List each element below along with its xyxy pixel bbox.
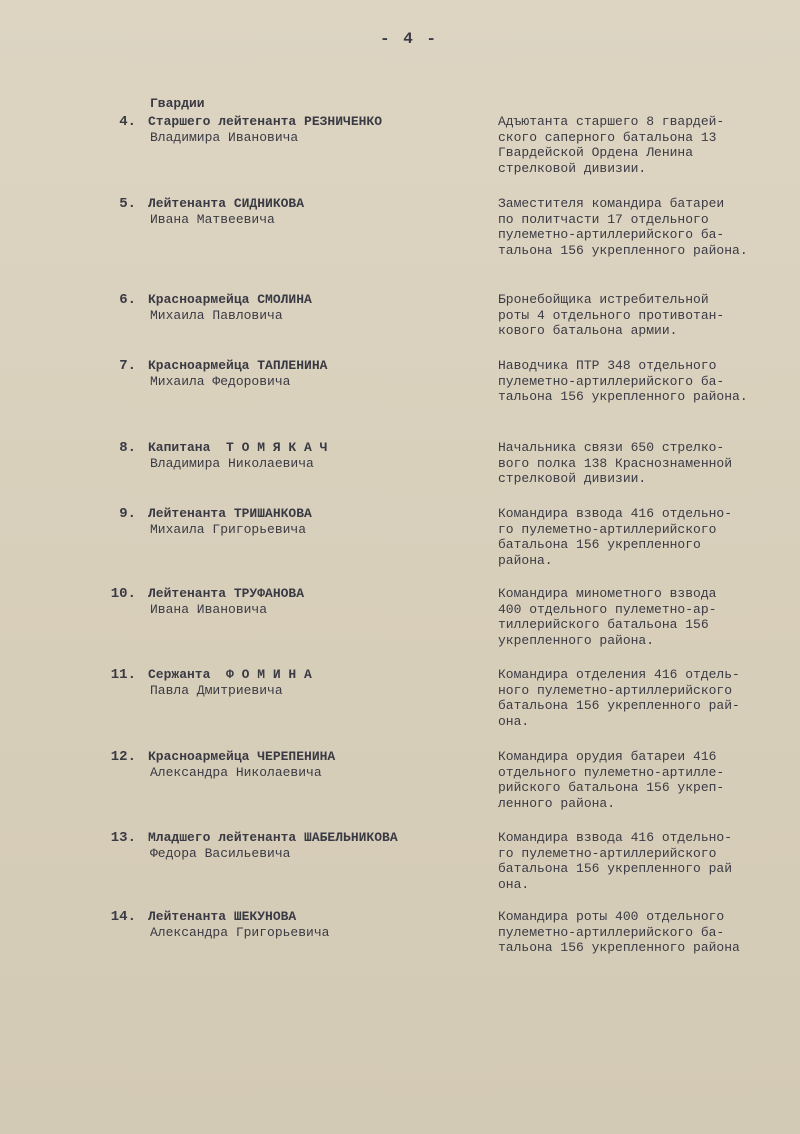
person-name (148, 506, 478, 538)
position-description (498, 909, 798, 956)
position-line: тальона 156 укрепленного района (498, 940, 740, 955)
position-description (498, 749, 798, 811)
position-line: рийского батальона 156 укреп- (498, 780, 725, 795)
position-line: отдельного пулеметно-артилле- (498, 764, 725, 780)
position-line: пулеметно-артиллерийского ба- (498, 373, 725, 389)
person-name (148, 114, 478, 146)
position-line: Начальника связи 650 стрелко- (498, 440, 725, 455)
person-name (148, 196, 478, 228)
page-number: - 4 - (380, 30, 439, 48)
position-line: роты 4 отдельного противотан- (498, 307, 725, 323)
given-name-patronymic: Александра Николаевича (150, 765, 322, 780)
position-line: стрелковой дивизии. (498, 471, 647, 486)
position-description (498, 114, 798, 176)
given-name-patronymic: Владимира Николаевича (150, 456, 314, 471)
position-line: Гвардейской Ордена Ленина (498, 145, 694, 160)
given-name-patronymic: Александра Григорьевича (150, 925, 330, 940)
rank-and-surname: Лейтенанта ТРИШАНКОВА (148, 506, 312, 521)
person-name (148, 440, 478, 472)
entry-number: 7. (119, 358, 136, 374)
person-name (148, 749, 478, 781)
position-line: Командира взвода 416 отдельно- (498, 506, 733, 521)
position-line: Командира отделения 416 отдель- (498, 667, 740, 682)
entry-number: 6. (119, 292, 136, 308)
position-line: Командира минометного взвода (498, 586, 717, 601)
given-name-patronymic: Ивана Матвеевича (150, 212, 275, 227)
person-name (148, 292, 478, 324)
given-name-patronymic: Владимира Ивановича (150, 130, 299, 145)
position-description (498, 586, 798, 648)
given-name-patronymic: Михаила Федоровича (150, 374, 291, 389)
person-name (148, 830, 478, 862)
position-line: батальона 156 укрепленного рай- (498, 698, 740, 713)
position-line: тальона 156 укрепленного района. (498, 242, 748, 258)
position-line: го пулеметно-артиллерийского (498, 521, 717, 537)
position-line: батальона 156 укрепленного рай (498, 861, 733, 876)
position-line: Командира роты 400 отдельного (498, 909, 725, 924)
entry-number: 9. (119, 506, 136, 522)
position-line: укрепленного района. (498, 632, 655, 648)
rank-and-surname: Лейтенанта СИДНИКОВА (148, 196, 305, 211)
position-line: стрелковой дивизии. (498, 160, 647, 176)
rank-and-surname: Капитана Т О М Я К А Ч (148, 440, 328, 455)
rank-prefix: Гвардии (150, 96, 205, 111)
rank-and-surname: Красноармейца СМОЛИНА (148, 292, 312, 307)
given-name-patronymic: Павла Дмитриевича (150, 683, 283, 698)
entry-number: 4. (119, 114, 136, 130)
position-line: ленного района. (498, 795, 616, 811)
position-line: она. (498, 876, 530, 892)
position-line: района. (498, 552, 553, 568)
position-line: кового батальона армии. (498, 323, 678, 338)
entry-number: 10. (110, 586, 136, 602)
rank-and-surname: Старшего лейтенанта РЕЗНИЧЕНКО (148, 114, 383, 129)
position-line: тиллерийского батальона 156 (498, 617, 709, 632)
rank-and-surname: Лейтенанта ТРУФАНОВА (148, 586, 305, 601)
rank-and-surname: Красноармейца ТАПЛЕНИНА (148, 358, 328, 373)
given-name-patronymic: Михаила Павловича (150, 308, 283, 323)
position-line: по политчасти 17 отдельного (498, 211, 709, 227)
position-description (498, 292, 798, 339)
entry-number: 14. (110, 909, 136, 925)
position-line: она. (498, 713, 530, 729)
entry-number: 8. (119, 440, 136, 456)
position-line: пулеметно-артиллерийского ба- (498, 924, 725, 940)
person-name (148, 909, 478, 941)
position-description (498, 830, 798, 892)
rank-and-surname: Младшего лейтенанта ШАБЕЛЬНИКОВА (148, 830, 398, 845)
position-line: го пулеметно-артиллерийского (498, 845, 717, 861)
position-description (498, 358, 798, 405)
rank-and-surname: Красноармейца ЧЕРЕПЕНИНА (148, 749, 336, 764)
position-line: ского саперного батальона 13 (498, 129, 717, 145)
position-line: Наводчика ПТР 348 отдельного (498, 358, 717, 373)
position-line: Бронебойщика истребительной (498, 292, 709, 307)
position-line: Заместителя командира батареи (498, 196, 725, 211)
position-line: тальона 156 укрепленного района. (498, 389, 748, 404)
person-name (148, 586, 478, 618)
position-line: Адъютанта старшего 8 гвардей- (498, 114, 725, 129)
position-line: вого полка 138 Краснознаменной (498, 455, 733, 471)
rank-and-surname: Сержанта Ф О М И Н А (148, 667, 312, 682)
position-line: пулеметно-артиллерийского ба- (498, 227, 725, 242)
position-line: Командира орудия батареи 416 (498, 749, 717, 764)
position-description (498, 506, 798, 568)
rank-and-surname: Лейтенанта ШЕКУНОВА (148, 909, 297, 924)
position-line: 400 отдельного пулеметно-ар- (498, 601, 717, 617)
given-name-patronymic: Михаила Григорьевича (150, 522, 307, 537)
position-line: батальона 156 укрепленного (498, 537, 701, 552)
entry-number: 11. (110, 667, 136, 683)
position-description (498, 667, 798, 729)
person-name (148, 358, 478, 390)
position-description (498, 196, 798, 258)
position-line: Командира взвода 416 отдельно- (498, 830, 733, 845)
entry-number: 13. (110, 830, 136, 846)
position-line: ного пулеметно-артиллерийского (498, 682, 733, 698)
given-name-patronymic: Федора Васильевича (150, 846, 291, 861)
entry-number: 12. (110, 749, 136, 765)
given-name-patronymic: Ивана Ивановича (150, 602, 268, 617)
position-description (498, 440, 798, 487)
entry-number: 5. (119, 196, 136, 212)
person-name (148, 667, 478, 699)
